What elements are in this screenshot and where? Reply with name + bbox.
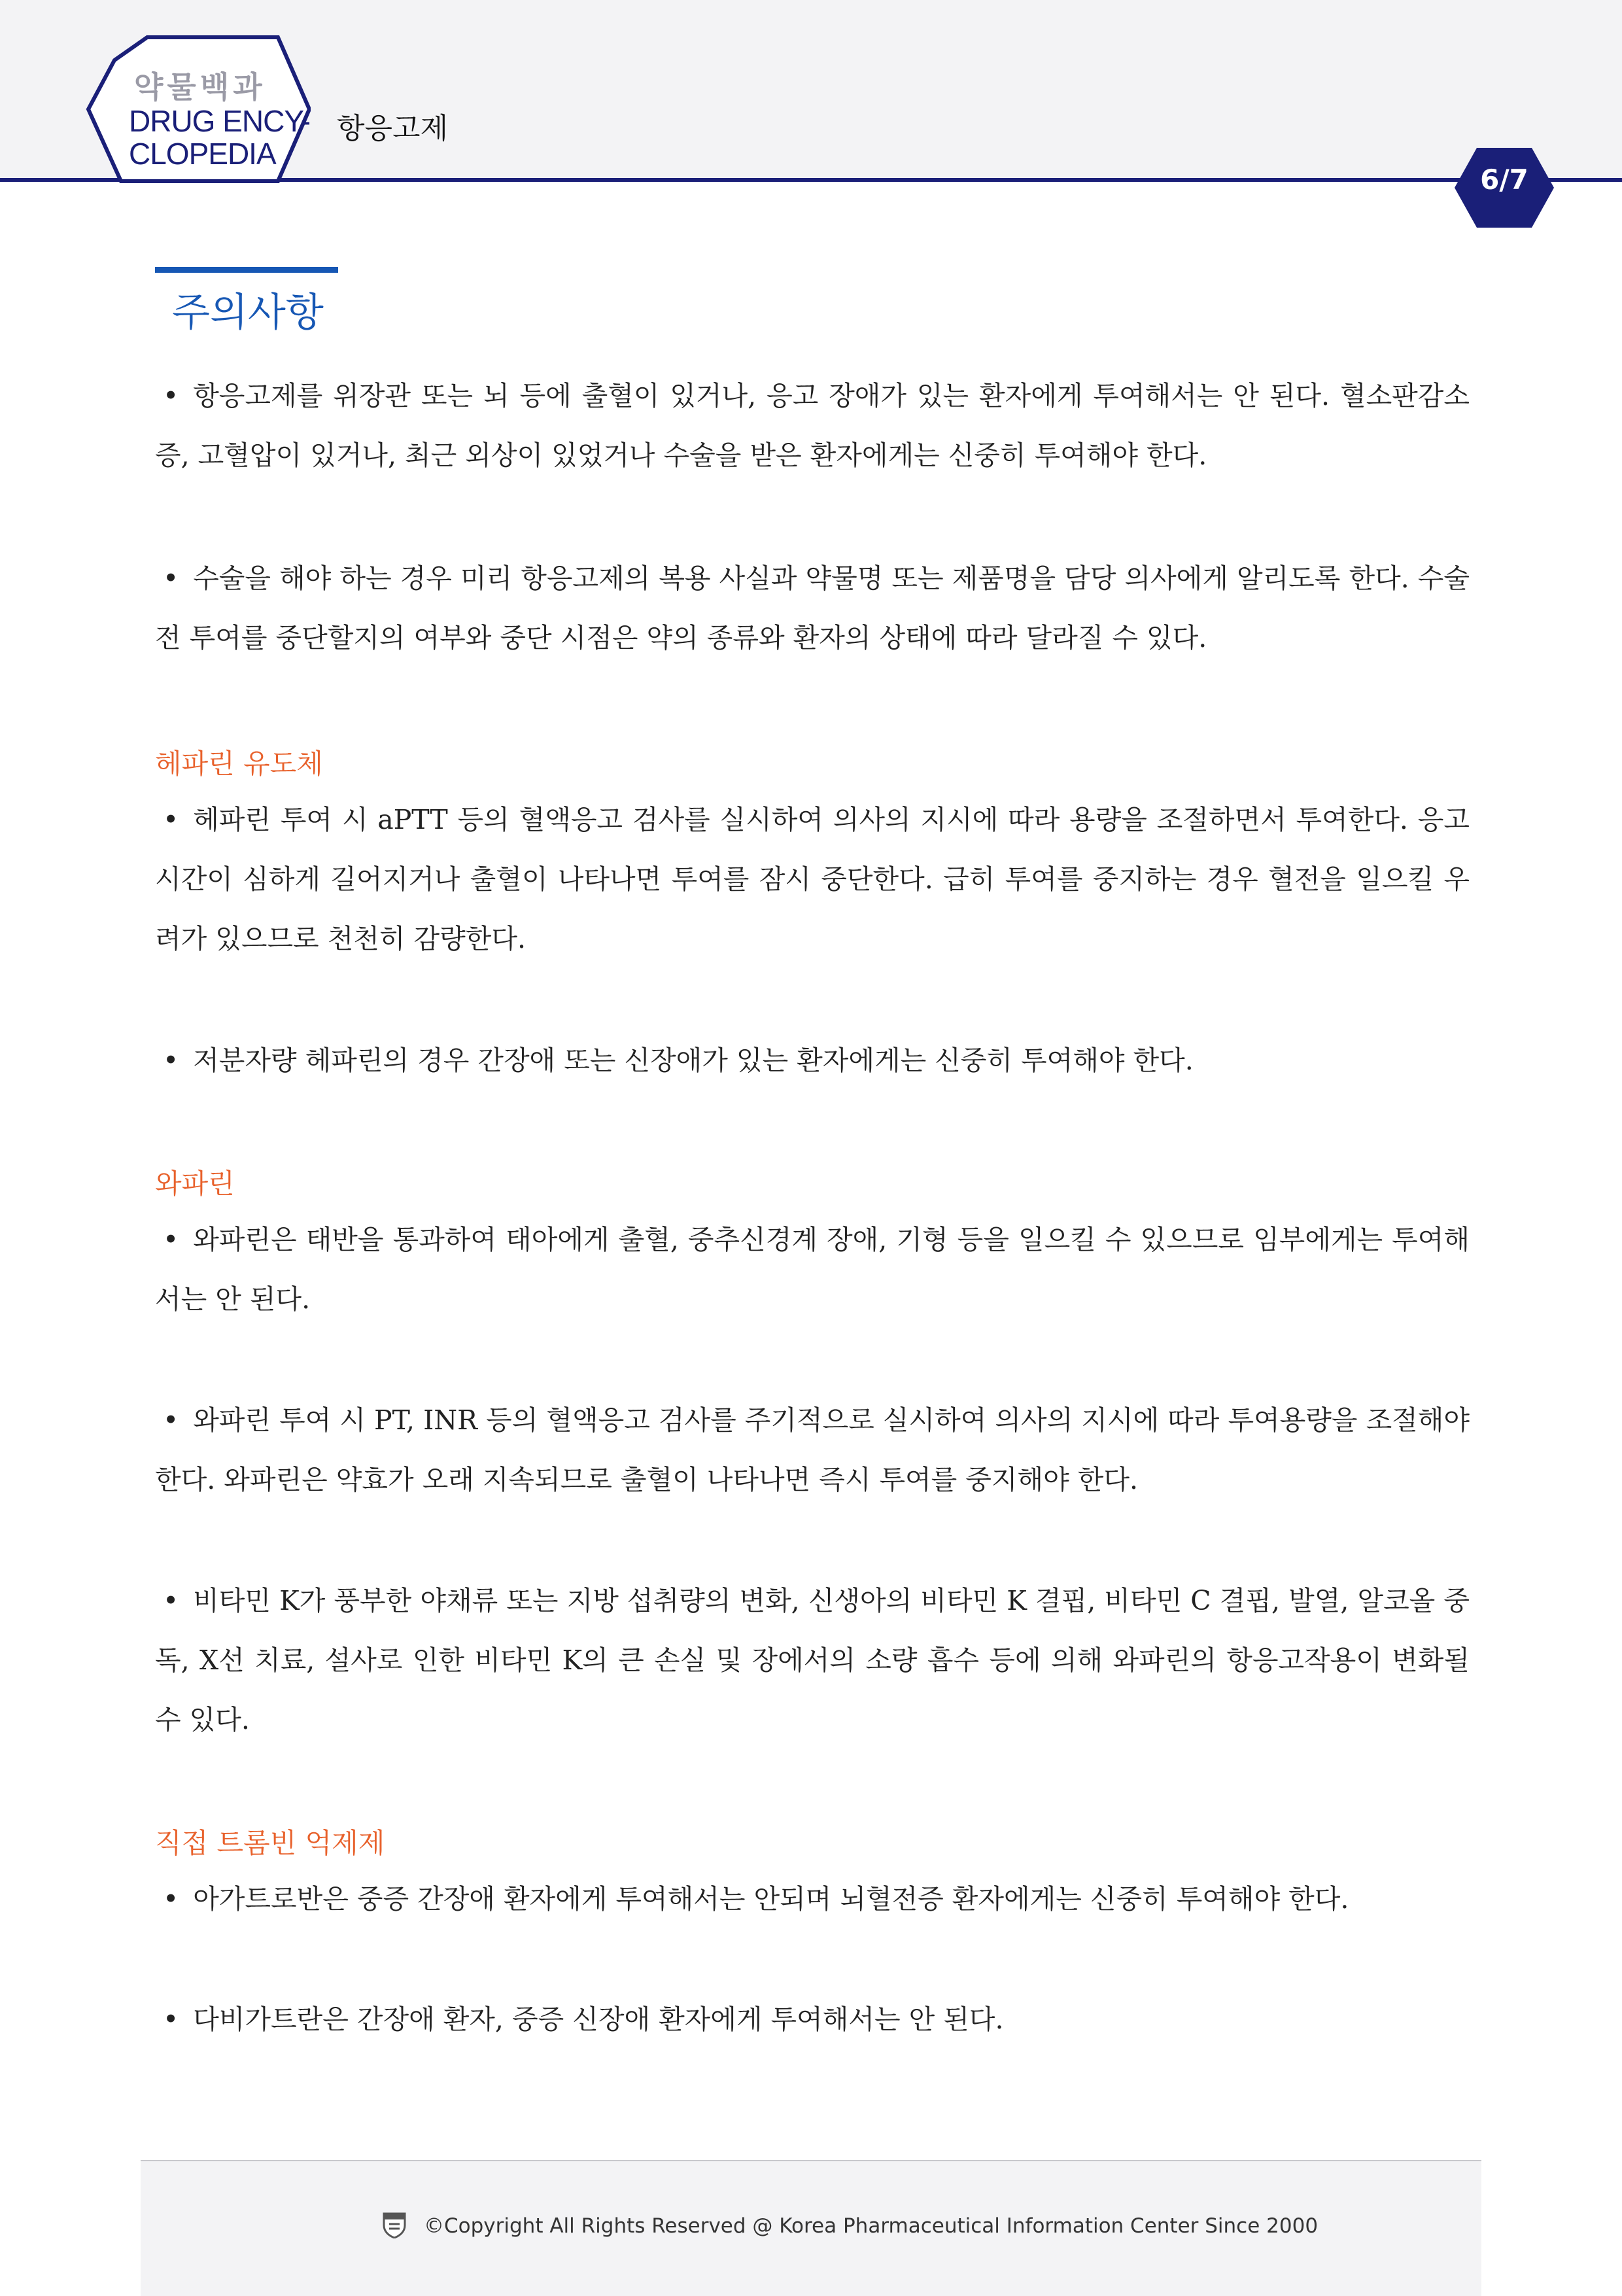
logo-en-line-1: DRUG ENCY-	[129, 104, 311, 138]
paragraph	[155, 1391, 1470, 1510]
paragraph	[155, 549, 1470, 668]
section-title: 주의사항	[172, 290, 324, 336]
bullet-icon: •	[163, 1224, 179, 1255]
paragraph-text: 와파린 투여 시 PT, INR 등의 혈액응고 검사를 주기적으로 실시하여 의사의 지시에 따라 투여용량을 조절해야 한다. 와파린은 약효가 오래 지속되므로 출혈이 나타나면 즉시 투여를 중지해야 한다.	[155, 1404, 1470, 1495]
paragraph	[155, 1571, 1470, 1750]
page-number: 6/7	[1480, 164, 1528, 196]
paragraph-text: 수술을 해야 하는 경우 미리 항응고제의 복용 사실과 약물명 또는 제품명을 담당 의사에게 알리도록 한다. 수술 전 투여를 중단할지의 여부와 중단 시점은 약의 종류와 환자의 상태에 따라 달라질 수 있다.	[155, 563, 1470, 653]
shield-crest-icon	[381, 2211, 407, 2238]
paragraph-text: 다비가트란은 간장애 환자, 중증 신장애 환자에게 투여해서는 안 된다.	[193, 2004, 1004, 2035]
paragraph-text: 헤파린 투여 시 aPTT 등의 혈액응고 검사를 실시하여 의사의 지시에 따라 용량을 조절하면서 투여한다. 응고시간이 심하게 길어지거나 출혈이 나타나면 투여를 잠시 중단한다. 급히 투여를 중지하는 경우 혈전을 일으킬 우려가 있으므로 천천히 감량한다.	[155, 804, 1470, 954]
logo-english-text	[129, 105, 310, 170]
paragraph-text: 항응고제를 위장관 또는 뇌 등에 출혈이 있거나, 응고 장애가 있는 환자에게 투여해서는 안 된다. 혈소판감소증, 고혈압이 있거나, 최근 외상이 있었거나 수술을 받은 환자에게는 신중히 투여해야 한다.	[155, 380, 1470, 471]
subheading-heparin: 헤파린 유도체	[155, 748, 323, 780]
bullet-icon: •	[163, 1585, 179, 1616]
page-indicator-badge	[1452, 145, 1557, 230]
paragraph-text: 아가트로반은 중증 간장애 환자에게 투여해서는 안되며 뇌혈전증 환자에게는 신중히 투여해야 한다.	[193, 1883, 1349, 1915]
footer-copyright: ©Copyright All Rights Reserved @ Korea Pharmaceutical Information Center Since 2000	[424, 2214, 1319, 2238]
paragraph	[155, 1870, 1470, 1929]
logo-korean-text: 약물백과	[134, 69, 266, 105]
paragraph-text: 저분자량 헤파린의 경우 간장애 또는 신장애가 있는 환자에게는 신중히 투여해야 한다.	[193, 1045, 1194, 1076]
subheading-warfarin: 와파린	[155, 1168, 235, 1200]
page-title: 항응고제	[337, 112, 449, 145]
bullet-icon: •	[163, 1045, 179, 1076]
bullet-icon: •	[163, 804, 179, 835]
paragraph	[155, 366, 1470, 485]
paragraph	[155, 1990, 1470, 2049]
bullet-icon: •	[163, 563, 179, 594]
subheading-direct-thrombin-inhibitor: 직접 트롬빈 억제제	[155, 1827, 385, 1859]
bullet-icon: •	[163, 2004, 179, 2035]
bullet-icon: •	[163, 1404, 179, 1436]
paragraph	[155, 1031, 1470, 1090]
drug-encyclopedia-logo[interactable]	[82, 34, 311, 184]
paragraph	[155, 790, 1470, 969]
logo-en-line-2: CLOPEDIA	[129, 137, 276, 171]
bullet-icon: •	[163, 1883, 179, 1915]
paragraph-text: 와파린은 태반을 통과하여 태아에게 출혈, 중추신경계 장애, 기형 등을 일으킬 수 있으므로 임부에게는 투여해서는 안 된다.	[155, 1224, 1470, 1315]
paragraph-text: 비타민 K가 풍부한 야채류 또는 지방 섭취량의 변화, 신생아의 비타민 K 결핍, 비타민 C 결핍, 발열, 알코올 중독, X선 치료, 설사로 인한 비타민 K의 큰 손실 및 장에서의 소량 흡수 등에 의해 와파린의 항응고작용이 변화될 수 있다.	[155, 1585, 1470, 1735]
section-title-underline	[155, 267, 338, 273]
bullet-icon: •	[163, 380, 179, 411]
paragraph	[155, 1210, 1470, 1329]
